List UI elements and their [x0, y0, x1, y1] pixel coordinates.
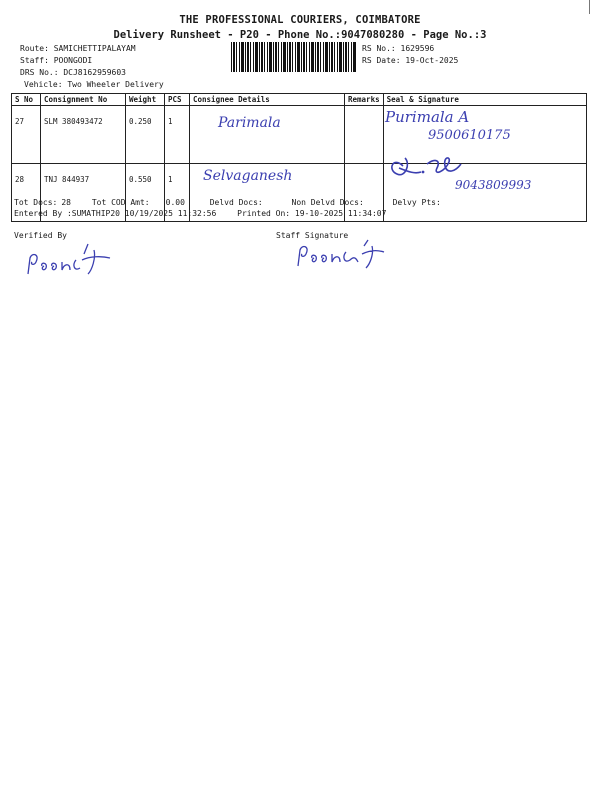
- handwritten-seal-1: Purimala A: [385, 108, 470, 126]
- runsheet-title: Delivery Runsheet - P20 - Phone No.:9047080280 - Page No.:3: [113, 29, 487, 41]
- rs-number: RS No.: 1629596: [362, 44, 435, 53]
- entered-row: [14, 209, 386, 218]
- rs-date: RS Date: 19-Oct-2025: [362, 56, 459, 65]
- cell-sno: 27: [12, 106, 41, 164]
- cell-weight: 0.550: [126, 164, 165, 222]
- vehicle-label: Vehicle: Two Wheeler Delivery: [24, 80, 164, 89]
- cell-consignment: SLM 380493472: [41, 106, 126, 164]
- header-consignment: Consignment No: [41, 94, 126, 106]
- delvy-pts-label: Delvy Pts:: [392, 198, 441, 207]
- tot-docs-label: Tot Docs:: [14, 198, 58, 207]
- header-weight: Weight: [126, 94, 165, 106]
- header-sno: S No: [12, 94, 41, 106]
- entered-by: Entered By :SUMATHIP20 10/19/2025 11:32:56: [14, 209, 217, 218]
- printed-on: Printed On: 19-10-2025 11:34:07: [237, 209, 387, 218]
- tot-docs-value: 28: [61, 198, 71, 207]
- header-seal: Seal & Signature: [383, 94, 586, 106]
- staff-signature: [292, 238, 392, 272]
- handwritten-phone-1: 9500610175: [428, 128, 511, 143]
- scan-mark: [589, 0, 590, 14]
- cell-pcs: 1: [165, 164, 190, 222]
- handwritten-phone-2: 9043809993: [455, 178, 532, 192]
- delvd-docs-label: Delvd Docs:: [209, 198, 263, 207]
- header-pcs: PCS: [165, 94, 190, 106]
- cod-value: 0.00: [165, 198, 185, 207]
- company-title: THE PROFESSIONAL COURIERS, COIMBATORE: [179, 14, 421, 26]
- cell-weight: 0.250: [126, 106, 165, 164]
- route-label: Route: SAMICHETTIPALAYAM: [20, 44, 136, 53]
- cell-pcs: 1: [165, 106, 190, 164]
- handwritten-consignee-2: Selvaganesh: [203, 168, 293, 184]
- header-consignee: Consignee Details: [190, 94, 345, 106]
- cell-consignment: TNJ 844937: [41, 164, 126, 222]
- table-header-row: [12, 94, 587, 106]
- non-delvd-docs-label: Non Delvd Docs:: [291, 198, 364, 207]
- header-remarks: Remarks: [345, 94, 384, 106]
- totals-row: [14, 198, 445, 207]
- receiver-signature-2: [385, 150, 465, 182]
- staff-label: Staff: POONGODI: [20, 56, 93, 65]
- cell-sno: 28: [12, 164, 41, 222]
- drs-number: DRS No.: DCJ8162959603: [20, 68, 126, 77]
- verified-by-label: Verified By: [14, 231, 67, 240]
- cod-label: Tot COD Amt:: [91, 198, 150, 207]
- handwritten-consignee-1: Parimala: [218, 115, 281, 131]
- barcode-image: [231, 42, 357, 72]
- verifier-signature: [22, 240, 122, 280]
- staff-signature-label: Staff Signature: [276, 231, 349, 240]
- cell-remarks: [345, 106, 384, 164]
